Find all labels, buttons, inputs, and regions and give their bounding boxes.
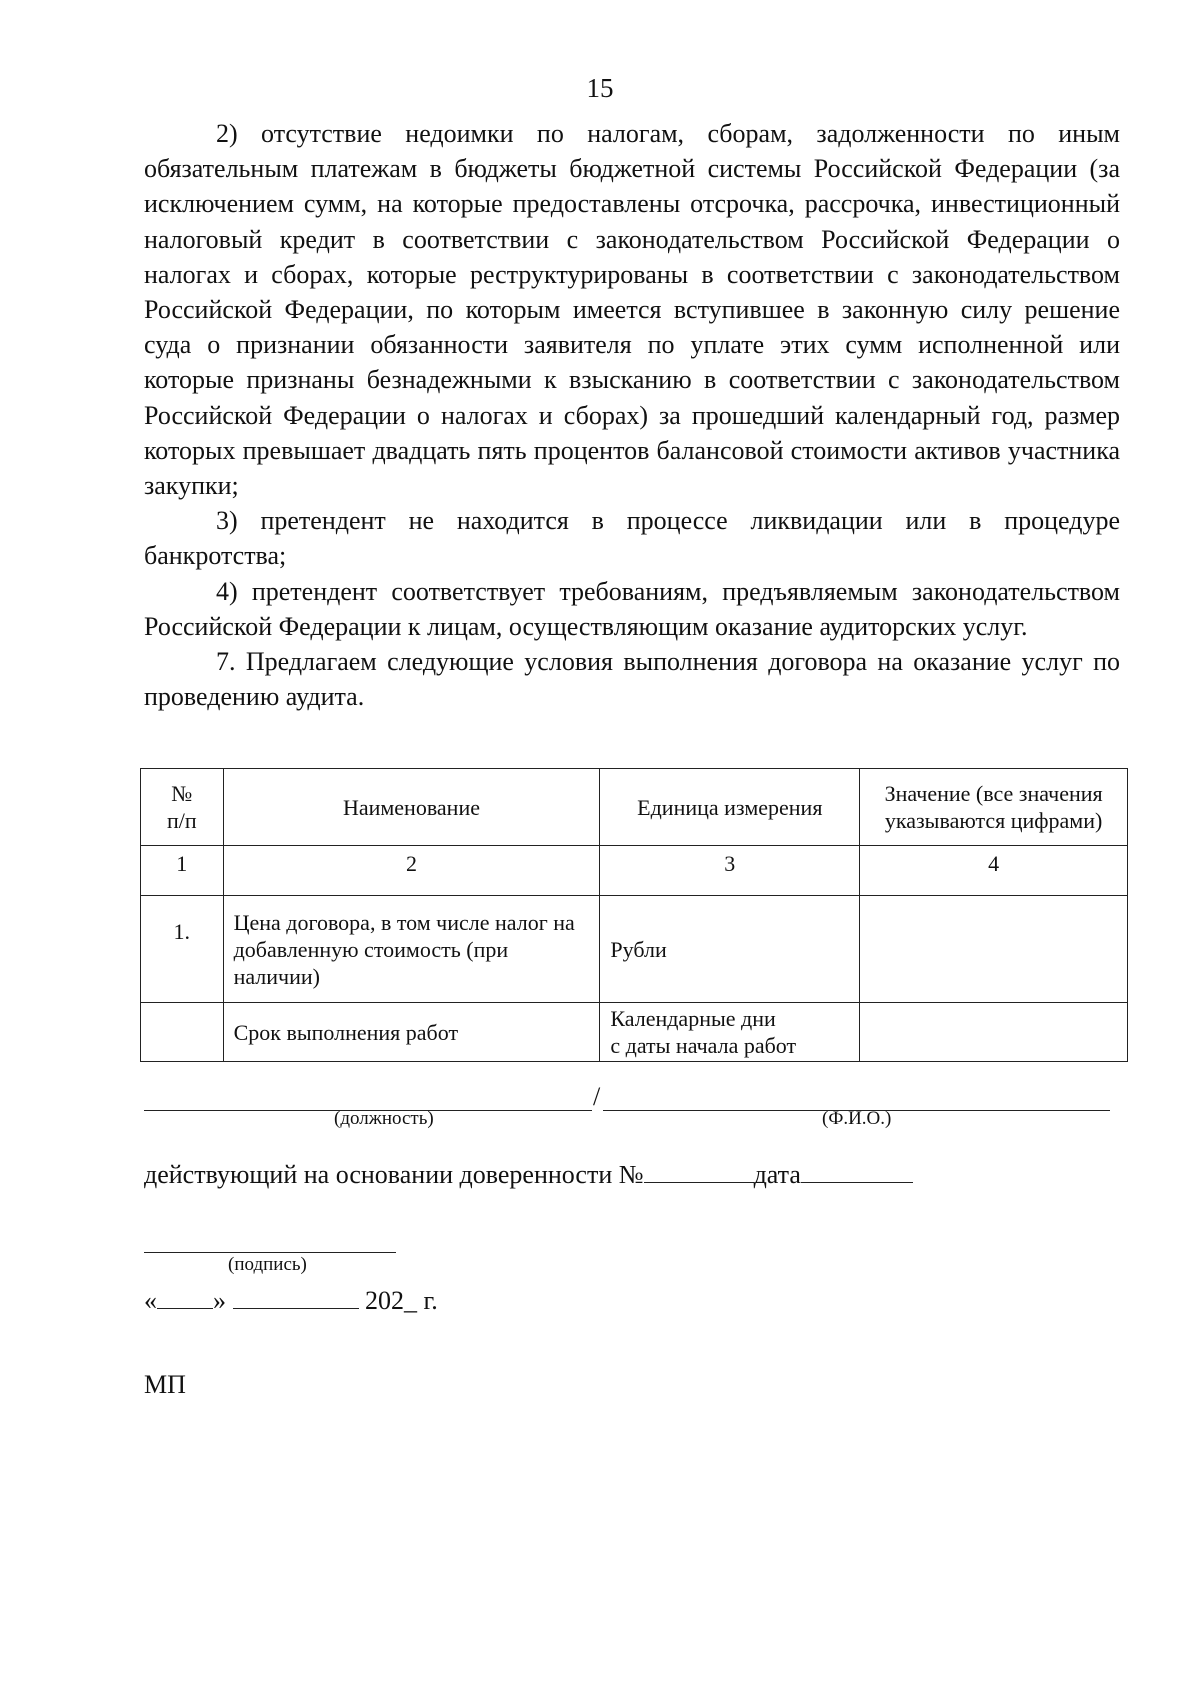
quote-open: « bbox=[144, 1286, 157, 1315]
proxy-text: действующий на основании доверенности № bbox=[144, 1160, 644, 1189]
row-unit bbox=[600, 1003, 860, 1062]
paragraph-item-4: 4) претендент соответствует требованиям, предъявляемым законодательством Российской Федерации к лицам, осуществляющим оказание аудиторских услуг. bbox=[144, 576, 1120, 641]
column-numbers-row bbox=[141, 846, 1128, 896]
stamp-mark: МП bbox=[144, 1370, 186, 1399]
year-text: 202_ г. bbox=[365, 1286, 438, 1315]
proxy-date-field[interactable] bbox=[801, 1158, 913, 1183]
header-number-pp: п/п bbox=[166, 808, 197, 833]
table-row bbox=[141, 1003, 1128, 1062]
header-unit: Единица измерения bbox=[600, 769, 860, 846]
position-caption: (должность) bbox=[334, 1108, 434, 1129]
signature-caption: (подпись) bbox=[228, 1254, 307, 1275]
paragraph-item-2: 2) отсутствие недоимки по налогам, сборам, задолженности по иным обязательным платежам в бюджеты бюджетной системы Российской Федерации (за исключением сумм, на которые предоставлены отсрочка, рассрочка, инвестиционный налоговый кредит в соответствии с законодательством Российской Федерации о налогах и сборах, которые реструктурированы в соответствии с законодательством Российской Федерации, по которым имеется вступившее в законную силу решение суда о признании обязанности заявителя по уплате этих сумм исполненной или которые признаны безнадежными к взысканию в соответствии с законодательством Российской Федерации о налогах и сборах) за прошедший календарный год, размер которых превышает двадцать пять процентов балансовой стоимости активов участника закупки; bbox=[144, 119, 1120, 501]
contract-conditions-table bbox=[140, 768, 1128, 1062]
header-number-sign: № bbox=[171, 781, 193, 806]
row-name: Срок выполнения работ bbox=[223, 1003, 600, 1062]
day-field[interactable] bbox=[157, 1284, 213, 1309]
header-name: Наименование bbox=[223, 769, 600, 846]
signature-date-line bbox=[144, 1284, 438, 1316]
row-name: Цена договора, в том числе налог на добавленную стоимость (при наличии) bbox=[223, 896, 600, 1003]
proxy-line bbox=[144, 1158, 913, 1190]
column-number-1: 1 bbox=[141, 846, 224, 896]
page-number: 15 bbox=[586, 73, 614, 103]
fio-caption: (Ф.И.О.) bbox=[822, 1108, 892, 1129]
proxy-number-field[interactable] bbox=[644, 1158, 754, 1183]
body-text bbox=[144, 116, 1120, 714]
table-header-row bbox=[141, 769, 1128, 846]
header-value: Значение (все значения указываются цифрами) bbox=[860, 769, 1128, 846]
row-value-cell[interactable] bbox=[860, 896, 1128, 1003]
row-unit-line1: Календарные дни bbox=[610, 1006, 776, 1031]
row-value-cell[interactable] bbox=[860, 1003, 1128, 1062]
month-field[interactable] bbox=[233, 1284, 359, 1309]
date-label: дата bbox=[753, 1160, 801, 1189]
row-unit: Рубли bbox=[600, 896, 860, 1003]
column-number-4: 4 bbox=[860, 846, 1128, 896]
column-number-3: 3 bbox=[600, 846, 860, 896]
row-unit-line2: с даты начала работ bbox=[610, 1033, 797, 1058]
row-number: 1. bbox=[141, 896, 224, 1003]
table-row bbox=[141, 896, 1128, 1003]
paragraph-item-3: 3) претендент не находится в процессе ликвидации или в процедуре банкротства; bbox=[144, 506, 1120, 571]
column-number-2: 2 bbox=[223, 846, 600, 896]
header-number bbox=[141, 769, 224, 846]
paragraph-section-7: 7. Предлагаем следующие условия выполнения договора на оказание услуг по проведению аудита. bbox=[144, 647, 1120, 712]
signature-line[interactable] bbox=[144, 1252, 396, 1253]
row-number bbox=[141, 1003, 224, 1062]
slash-separator: / bbox=[593, 1082, 601, 1111]
quote-close: » bbox=[213, 1286, 226, 1315]
